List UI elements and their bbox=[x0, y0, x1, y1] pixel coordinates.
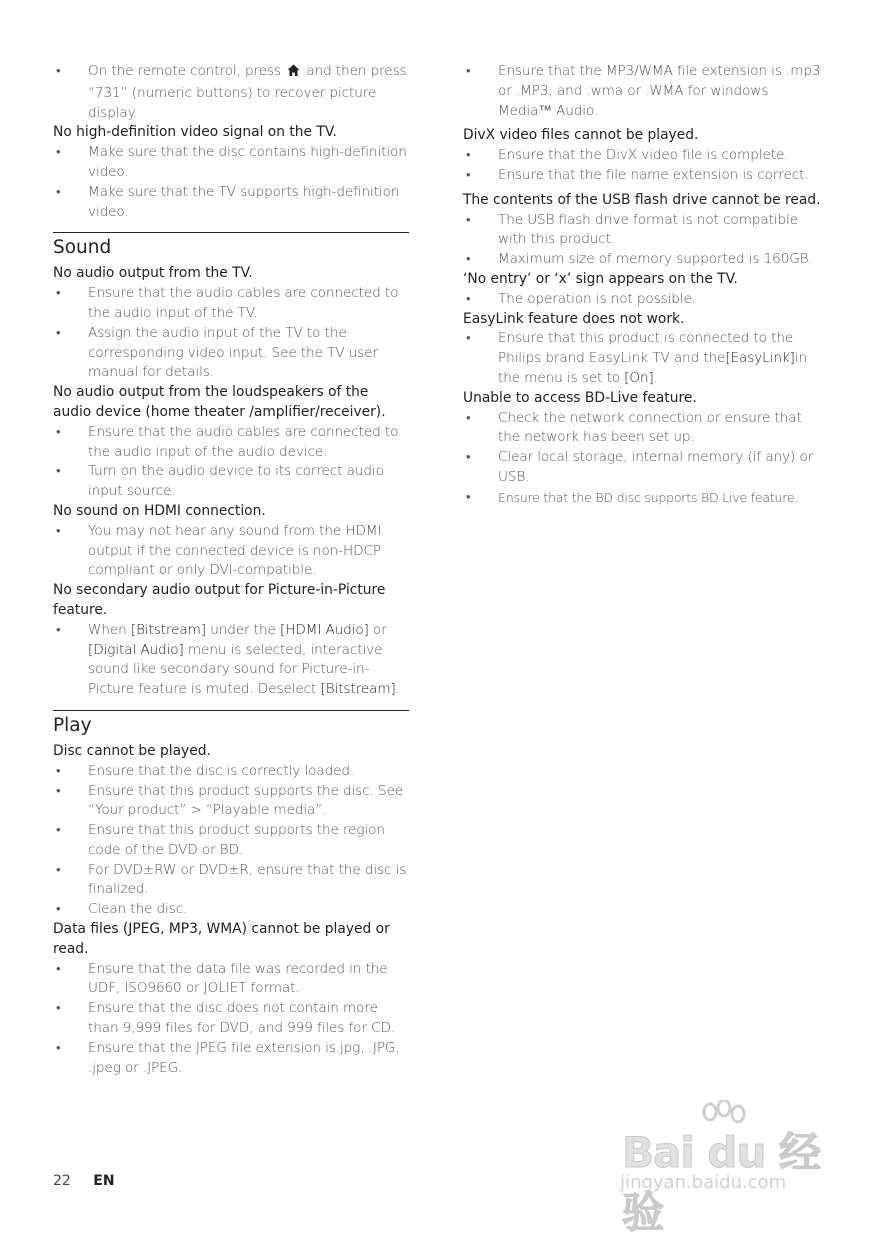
list-item: • Assign the audio input of the TV to the corresponding video input. See the TV user manual for details. bbox=[56, 324, 378, 381]
list-item: • Ensure that the BD disc supports BD Live feature. bbox=[466, 489, 799, 505]
list-item: • Ensure that this product supports the disc. See “Your product” > “Playable media”. bbox=[56, 782, 404, 819]
list-item: • Check the network connection or ensure that the network has been set up. bbox=[466, 409, 802, 446]
list-item: • Maximum size of memory supported is 160GB. bbox=[466, 251, 813, 268]
question-heading: Unable to access BD-Live feature. bbox=[463, 389, 697, 406]
list-item: • Clean the disc. bbox=[56, 901, 188, 918]
section-play bbox=[53, 710, 409, 1079]
list-item: • Clear local storage, internal memory (if any) or USB. bbox=[466, 449, 814, 485]
bullet: • bbox=[56, 64, 61, 79]
list-item: • The USB flash drive format is not compatible with this product. bbox=[466, 211, 798, 248]
list-item: • Ensure that the MP3/WMA file extension is .mp3 or .MP3, and .wma or .WMA for windows Media™ Audio. bbox=[466, 63, 821, 119]
list-item: • Ensure that this product is connected to the Philips brand EasyLink TV and the[EasyLink]in the menu is set to [On]. bbox=[466, 330, 808, 386]
watermark-logo: Bai du 经验 bbox=[622, 1128, 820, 1237]
list-item: • Ensure that the disc does not contain more than 9,999 files for DVD, and 999 files for CD. bbox=[56, 1000, 396, 1037]
list-item: • Make sure that the disc contains high-definition video. bbox=[56, 144, 407, 180]
section-title: Sound bbox=[53, 237, 112, 259]
page-footer bbox=[53, 1173, 115, 1189]
home-icon bbox=[287, 64, 300, 84]
list-item: • You may not hear any sound from the HDMI output if the connected device is non-HDCP compliant or only DVI-compatible. bbox=[56, 522, 382, 579]
page-number: 22 bbox=[53, 1173, 71, 1189]
question-heading: Disc cannot be played. bbox=[53, 742, 211, 759]
question-heading: No high-definition video signal on the TV. bbox=[53, 124, 337, 141]
list-item: • On the remote control, press and then press “731” (numeric buttons) to recover picture display. bbox=[56, 63, 407, 121]
right-column bbox=[463, 62, 823, 508]
watermark bbox=[612, 1100, 822, 1237]
question-heading: Data files (JPEG, MP3, WMA) cannot be played or read. bbox=[53, 921, 390, 957]
question-heading: No audio output from the loudspeakers of the audio device (home theater /amplifier/receiver). bbox=[53, 384, 386, 420]
question-heading: No secondary audio output for Picture-in-Picture feature. bbox=[53, 582, 386, 618]
question-heading: ‘No entry’ or ‘x’ sign appears on the TV. bbox=[463, 270, 738, 287]
list-item: • Ensure that the DivX video file is complete. bbox=[466, 147, 789, 164]
list-item: • For DVD±RW or DVD±R, ensure that the disc is finalized. bbox=[56, 861, 407, 898]
list-item: • Ensure that the file name extension is correct. bbox=[466, 166, 809, 183]
section-title: Play bbox=[53, 714, 92, 736]
question-heading: EasyLink feature does not work. bbox=[463, 310, 685, 327]
language-label: EN bbox=[93, 1173, 115, 1189]
section-sound bbox=[53, 232, 409, 700]
list-item: • When [Bitstream] under the [HDMI Audio] or [Digital Audio] menu is selected, interactive sound like secondary sound for Picture-in-Picture feature is muted. Deselect [Bitstream]. bbox=[56, 621, 400, 698]
list-item: • Ensure that this product supports the region code of the DVD or BD. bbox=[56, 822, 385, 858]
list-item: • Ensure that the audio cables are connected to the audio input of the audio device. bbox=[56, 423, 399, 460]
list-item: • Turn on the audio device to its correct audio input source. bbox=[56, 463, 384, 500]
question-heading: No sound on HDMI connection. bbox=[53, 502, 266, 519]
list-item: • Make sure that the TV supports high-definition video. bbox=[56, 183, 400, 220]
list-item: • Ensure that the JPEG file extension is.jpg, .JPG, .jpeg or .JPEG. bbox=[56, 1039, 400, 1076]
list-item: • Ensure that the disc is correctly loaded. bbox=[56, 762, 355, 779]
left-column bbox=[53, 62, 409, 1078]
list-item: • The operation is not possible. bbox=[466, 290, 696, 307]
list-item: • Ensure that the data file was recorded in the UDF, ISO9660 or JOLIET format. bbox=[56, 960, 388, 997]
question-heading: No audio output from the TV. bbox=[53, 265, 253, 282]
question-heading: DivX video files cannot be played. bbox=[463, 127, 699, 144]
watermark-url: jingyan.baidu.com bbox=[620, 1172, 787, 1193]
list-item: • Ensure that the audio cables are connected to the audio input of the TV. bbox=[56, 285, 399, 321]
question-heading: The contents of the USB flash drive cannot be read. bbox=[463, 191, 821, 208]
